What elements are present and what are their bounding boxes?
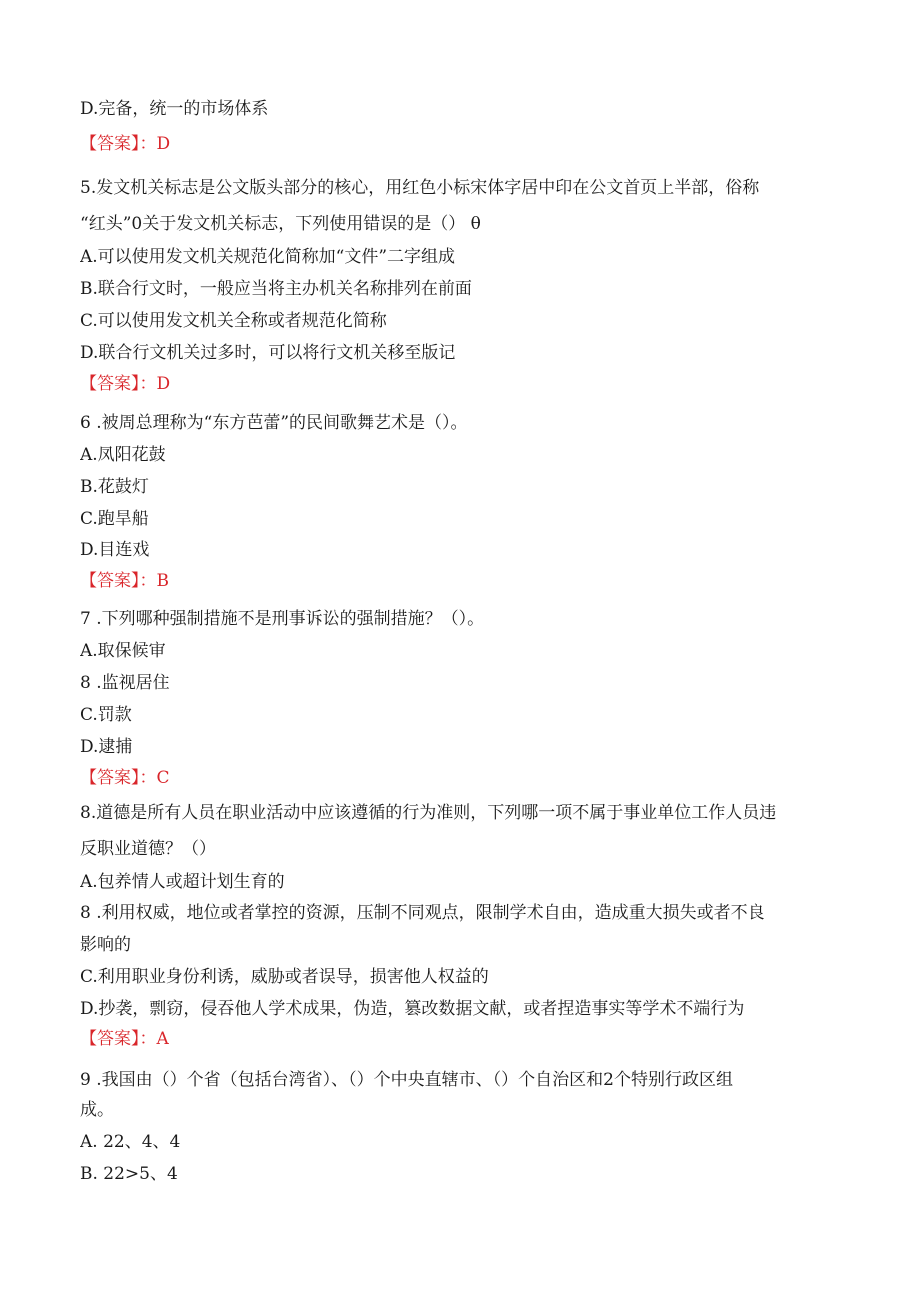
option-line: A.可以使用发文机关规范化简称加“文件”二字组成 bbox=[80, 247, 456, 267]
question-line: “红头”0关于发文机关标志，下列使用错误的是（） θ bbox=[80, 214, 481, 234]
option-line: 影响的 bbox=[80, 935, 131, 955]
option-line: B.联合行文时，一般应当将主办机关名称排列在前面 bbox=[80, 279, 472, 299]
answer-line: 【答案】：C bbox=[80, 768, 170, 788]
option-line: C.利用职业身份利诱，威胁或者误导，损害他人权益的 bbox=[80, 967, 489, 987]
option-line: A. 22、4、4 bbox=[80, 1132, 181, 1152]
option-line: C.可以使用发文机关全称或者规范化简称 bbox=[80, 311, 387, 331]
question-line: 9 .我国由（）个省（包括台湾省）、（）个中央直辖市、（）个自治区和2个特别行政区组 bbox=[80, 1070, 733, 1090]
question-line: 7 .下列哪种强制措施不是刑事诉讼的强制措施？（）。 bbox=[80, 609, 485, 629]
question-line: 反职业道德？（） bbox=[80, 839, 216, 859]
question-line: 6 .被周总理称为“东方芭蕾”的民间歌舞艺术是（）。 bbox=[80, 413, 468, 433]
answer-line: 【答案】：A bbox=[80, 1029, 169, 1049]
option-line: B.花鼓灯 bbox=[80, 477, 149, 497]
option-line: D.联合行文机关过多时，可以将行文机关移至版记 bbox=[80, 343, 456, 363]
option-line: A.取保候审 bbox=[80, 641, 166, 661]
option-line: A.包养情人或超计划生育的 bbox=[80, 872, 285, 892]
option-line: C.罚款 bbox=[80, 705, 132, 725]
option-line: 8 .利用权威，地位或者掌控的资源，压制不同观点，限制学术自由，造成重大损失或者不良 bbox=[80, 903, 765, 923]
option-line: D.逮捕 bbox=[80, 737, 133, 757]
answer-line: 【答案】：D bbox=[80, 134, 171, 154]
option-line: B. 22>5、4 bbox=[80, 1164, 178, 1184]
option-line: 8 .监视居住 bbox=[80, 673, 170, 693]
option-line: C.跑旱船 bbox=[80, 509, 149, 529]
answer-line: 【答案】：B bbox=[80, 571, 169, 591]
option-line: A.凤阳花鼓 bbox=[80, 445, 166, 465]
question-line: 5.发文机关标志是公文版头部分的核心，用红色小标宋体字居中印在公文首页上半部，俗称 bbox=[80, 178, 760, 198]
question-line: 成。 bbox=[80, 1100, 114, 1120]
option-line: D.目连戏 bbox=[80, 540, 150, 560]
option-line: D.完备，统一的市场体系 bbox=[80, 99, 269, 119]
answer-line: 【答案】：D bbox=[80, 374, 171, 394]
option-line: D.抄袭，剽窃，侵吞他人学术成果，伪造，篡改数据文献，或者捏造事实等学术不端行为 bbox=[80, 999, 745, 1019]
question-line: 8.道德是所有人员在职业活动中应该遵循的行为准则，下列哪一项不属于事业单位工作人员违 bbox=[80, 803, 777, 823]
